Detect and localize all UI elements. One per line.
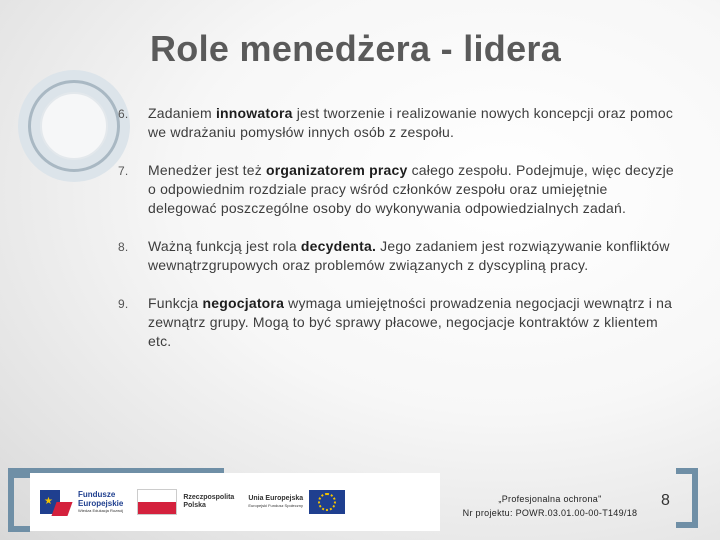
item-text: Menedżer jest też organizatorem pracy całego zespołu. Podejmuje, więc decyzje o odpowiednim rozdziale pracy wśród członków zespołu oraz umiejętnie delegować poszczególne osoby do wykonywania odpowiedzialnych zadań. xyxy=(148,162,674,216)
item-text: Zadaniem innowatora jest tworzenie i realizowanie nowych koncepcji oraz pomoc we wdrażaniu pomysłów innych osób z zespołu. xyxy=(148,105,674,140)
item-keyword: negocjatora xyxy=(202,295,285,311)
decorative-circle-inner xyxy=(40,92,108,160)
list-item xyxy=(118,237,678,275)
fundusze-europejskie-logo: ★ Fundusze Europejskie Wiedza Edukacja Rozwój xyxy=(40,486,123,518)
polish-flag-icon xyxy=(137,489,177,515)
list-item xyxy=(118,161,678,218)
numbered-list xyxy=(118,104,678,370)
item-number: 8. xyxy=(118,240,129,254)
item-keyword: decydenta. xyxy=(300,238,377,254)
project-info xyxy=(440,494,660,518)
logo-strip xyxy=(30,473,440,531)
project-name: „Profesjonalna ochrona" xyxy=(498,494,602,504)
page-number: 8 xyxy=(661,492,670,509)
list-item xyxy=(118,294,678,351)
slide-title: Role menedżera - lidera xyxy=(150,28,562,69)
item-number: 9. xyxy=(118,297,129,311)
rzeczpospolita-polska-logo: Rzeczpospolita Polska xyxy=(137,489,234,515)
project-number: Nr projektu: POWR.03.01.00-00-T149/18 xyxy=(462,508,638,518)
item-number: 6. xyxy=(118,107,129,121)
unia-europejska-logo: Unia Europejska Europejski Fundusz Społeczny xyxy=(248,490,345,514)
item-text: Funkcja negocjatora wymaga umiejętności prowadzenia negocjacji wewnątrz i na zewnątrz grupy. Mogą to być sprawy płacowe, negocjacje kontraktów z klientem etc. xyxy=(148,295,673,349)
right-bracket-decoration xyxy=(676,468,698,528)
left-bracket-decoration xyxy=(8,472,30,532)
item-text: Ważną funkcją jest rola decydenta. Jego zadaniem jest rozwiązywanie konfliktów wewnątrzgrupowych oraz problemów związanych z dyscypliną pracy. xyxy=(148,238,670,273)
fe-emblem-icon: ★ xyxy=(40,486,72,518)
list-item xyxy=(118,104,678,142)
item-keyword: organizatorem pracy xyxy=(266,162,408,178)
item-keyword: innowatora xyxy=(215,105,293,121)
eu-flag-icon xyxy=(309,490,345,514)
item-number: 7. xyxy=(118,164,129,178)
